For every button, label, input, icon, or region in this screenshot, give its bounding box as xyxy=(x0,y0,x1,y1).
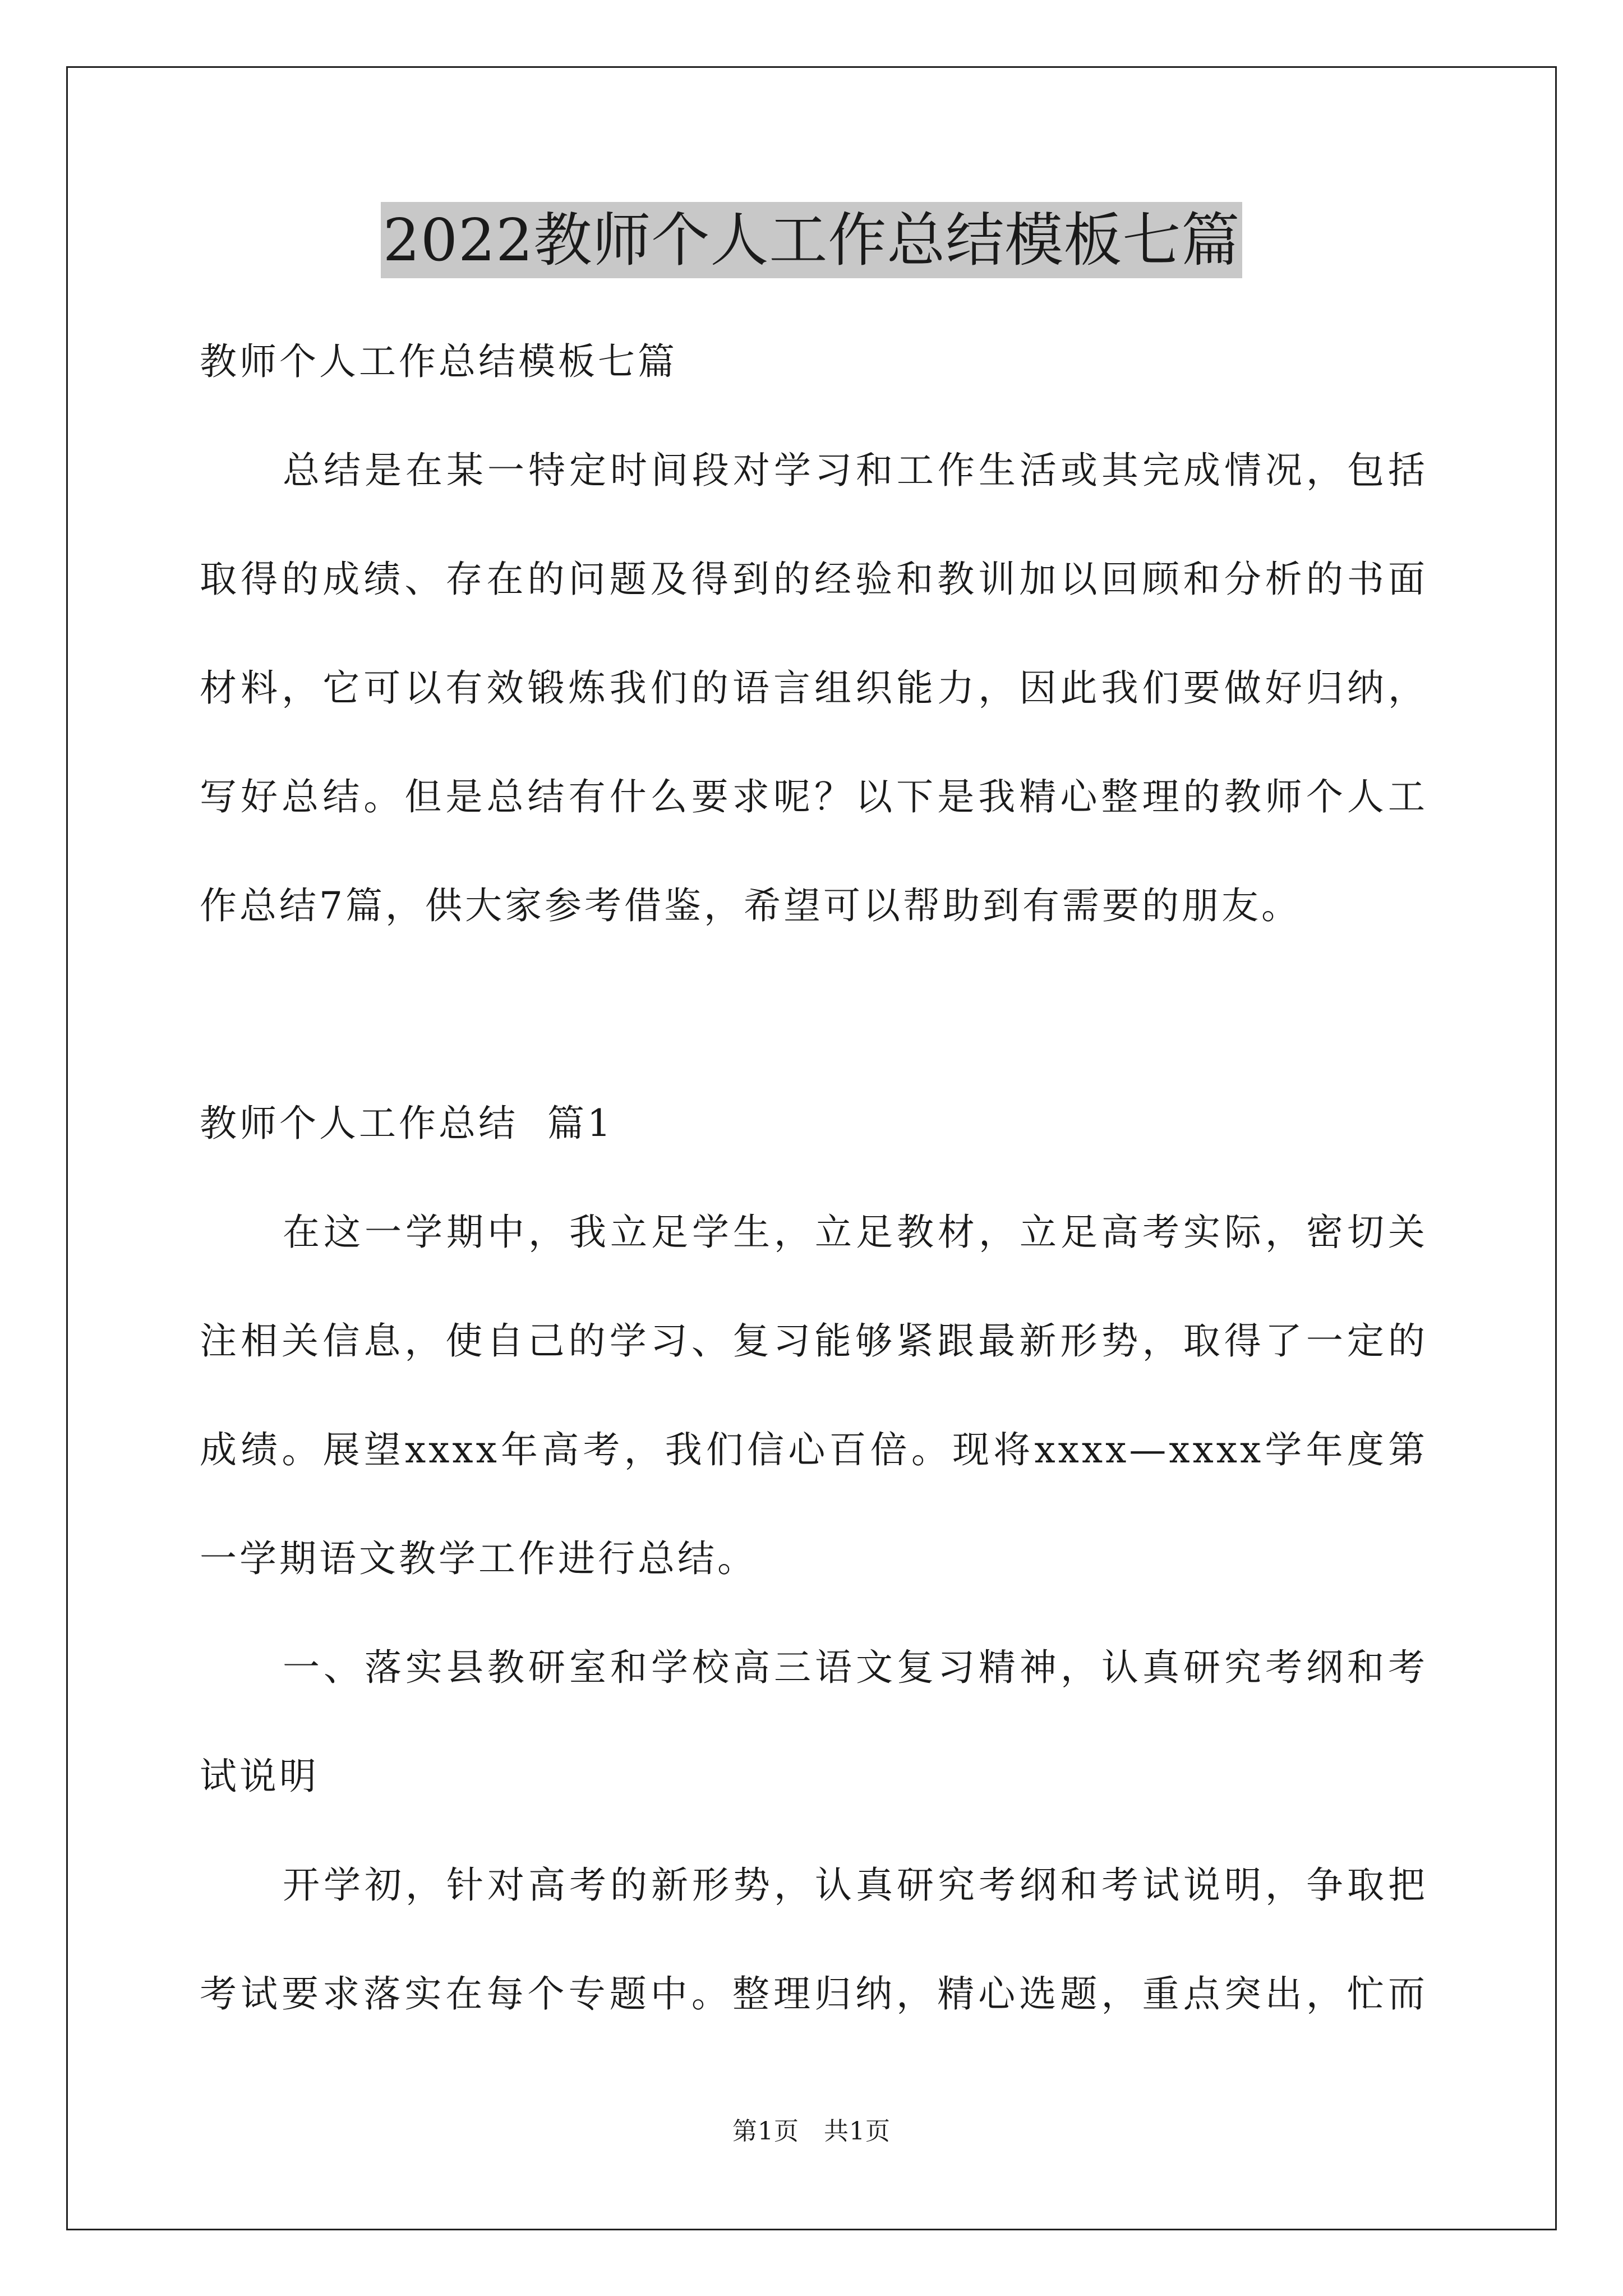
intro-line: 总结是在某一特定时间段对学习和工作生活或其完成情况，包括 xyxy=(283,449,1428,492)
intro-line: 写好总结。但是总结有什么要求呢？以下是我精心整理的教师个人工 xyxy=(200,775,1428,818)
paragraph-line: 注相关信息，使自己的学习、复习能够紧跟最新形势，取得了一定的 xyxy=(200,1319,1428,1363)
document-title: 2022教师个人工作总结模板七篇 xyxy=(381,202,1243,278)
subtitle: 教师个人工作总结模板七篇 xyxy=(200,340,677,383)
section-heading: 教师个人工作总结 篇1 xyxy=(200,1102,614,1145)
paragraph-line: 开学初，针对高考的新形势，认真研究考纲和考试说明，争取把 xyxy=(283,1864,1428,1907)
intro-line: 作总结7篇，供大家参考借鉴，希望可以帮助到有需要的朋友。 xyxy=(200,884,1301,927)
paragraph-line: 在这一学期中，我立足学生，立足教材，立足高考实际，密切关 xyxy=(283,1211,1428,1254)
paragraph-line: 一、落实县教研室和学校高三语文复习精神，认真研究考纲和考 xyxy=(283,1646,1428,1689)
intro-line: 取得的成绩、存在的问题及得到的经验和教训加以回顾和分析的书面 xyxy=(200,558,1428,601)
paragraph-line: 成绩。展望xxxx年高考，我们信心百倍。现将xxxx—xxxx学年度第 xyxy=(200,1428,1428,1471)
intro-line: 材料，它可以有效锻炼我们的语言组织能力，因此我们要做好归纳， xyxy=(200,666,1428,710)
paragraph-line: 试说明 xyxy=(200,1755,319,1798)
paragraph-line: 考试要求落实在每个专题中。整理归纳，精心选题，重点突出，忙而 xyxy=(200,1972,1428,2016)
page-footer xyxy=(0,2116,1623,2147)
document-body xyxy=(200,307,1428,2049)
page-total: 共1页 xyxy=(824,2117,891,2146)
page-number: 第1页 xyxy=(732,2117,799,2146)
title-container xyxy=(0,202,1623,278)
paragraph-line: 一学期语文教学工作进行总结。 xyxy=(200,1537,757,1580)
spacer xyxy=(200,960,1428,1069)
